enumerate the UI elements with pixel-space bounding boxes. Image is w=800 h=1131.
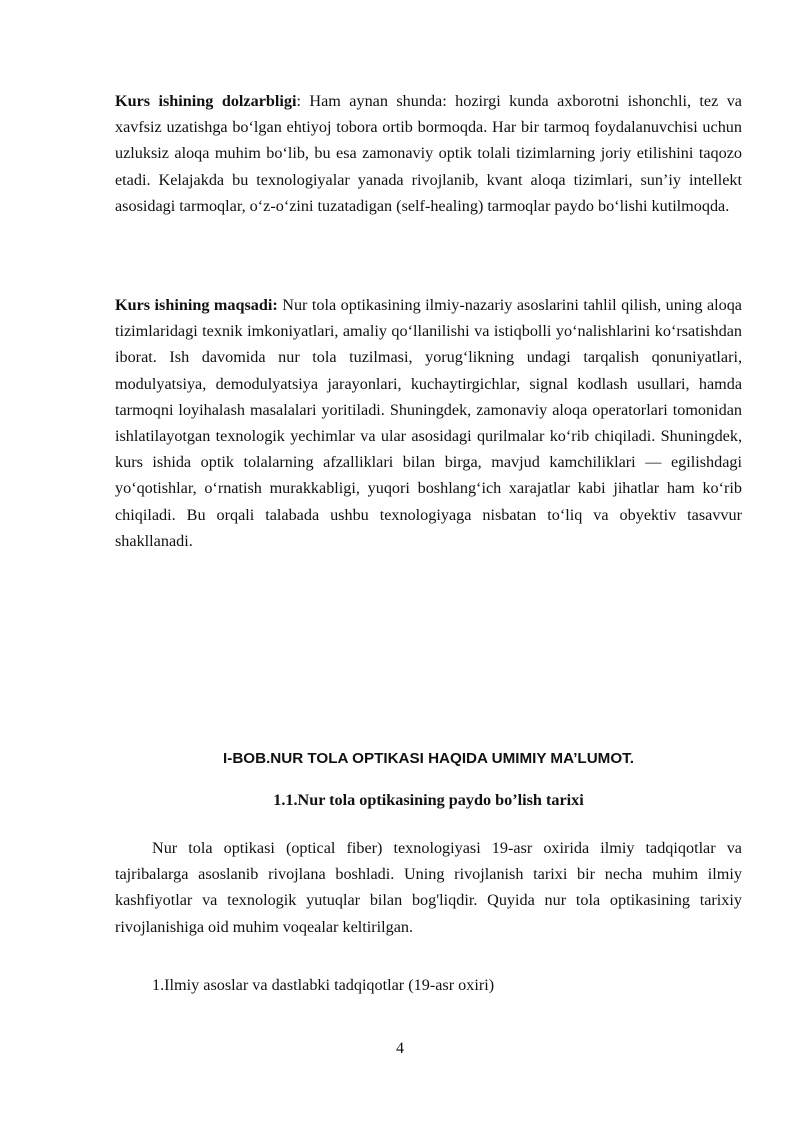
list-item: 1.Ilmiy asoslar va dastlabki tadqiqotlar (19-asr oxiri) xyxy=(152,976,495,994)
relevance-paragraph xyxy=(115,88,742,219)
goal-paragraph xyxy=(115,292,742,554)
goal-lead: Kurs ishining maqsadi: xyxy=(115,296,278,314)
section-title: 1.1.Nur tola optikasining paydo bo’lish tarixi xyxy=(273,791,584,809)
relevance-text: : Ham aynan shunda: hozirgi kunda axborotni ishonchli, tez va xavfsiz uzatishga boʻlgan ehtiyoj tobora ortib bormoqda. Har bir tarmoq foydalanuvchisi uchun uzluksiz aloqa muhim boʻlib, bu esa zamonaviy optik tolali tizimlarning joriy etilishini taqozo etadi. Kelajakda bu texnologiyalar yanada rivojlanib, kvant aloqa tizimlari, sun’iy intellekt asosidagi tarmoqlar, oʻz-oʻzini tuzatadigan (self-healing) tarmoqlar paydo boʻlishi kutilmoqda. xyxy=(115,92,742,215)
page-number: 4 xyxy=(396,1040,404,1057)
goal-text: Nur tola optikasining ilmiy-nazariy asoslarini tahlil qilish, uning aloqa tizimlaridagi texnik imkoniyatlari, amaliy qoʻllanilishi va istiqbolli yoʻnalishlarini koʻrsatishdan iborat. Ish davomida nur tola tuzilmasi, yorugʻlikning undagi tarqalish qonuniyatlari, modulyatsiya, demodulyatsiya jarayonlari, kuchaytirgichlar, signal kodlash usullari, hamda tarmoqni loyihalash masalalari yoritiladi. Shuningdek, zamonaviy aloqa operatorlari tomonidan ishlatilayotgan texnologik yechimlar va ular asosidagi qurilmalar koʻrib chiqiladi. Shuningdek, kurs ishida optik tolalarning afzalliklari bilan birga, mavjud kamchiliklari — egilishdagi yoʻqotishlar, oʻrnatish murakkabligi, yuqori boshlangʻich xarajatlar kabi jihatlar ham koʻrib chiqiladi. Bu orqali talabada ushbu texnologiyaga nisbatan toʻliq va obyektiv tasavvur shakllanadi. xyxy=(115,296,742,550)
relevance-lead: Kurs ishining dolzarbligi xyxy=(115,92,297,110)
history-paragraph: Nur tola optikasi (optical fiber) texnologiyasi 19-asr oxirida ilmiy tadqiqotlar va tajribalarga asoslanib rivojlana boshladi. Uning rivojlanish tarixi bir necha muhim ilmiy kashfiyotlar va texnologik yutuqlar bilan bog'liqdir. Quyida nur tola optikasining tarixiy rivojlanishiga oid muhim voqealar keltirilgan. xyxy=(115,839,742,936)
chapter-title: I-BOB.NUR TOLA OPTIKASI HAQIDA UMIMIY MA’LUMOT. xyxy=(223,750,634,767)
